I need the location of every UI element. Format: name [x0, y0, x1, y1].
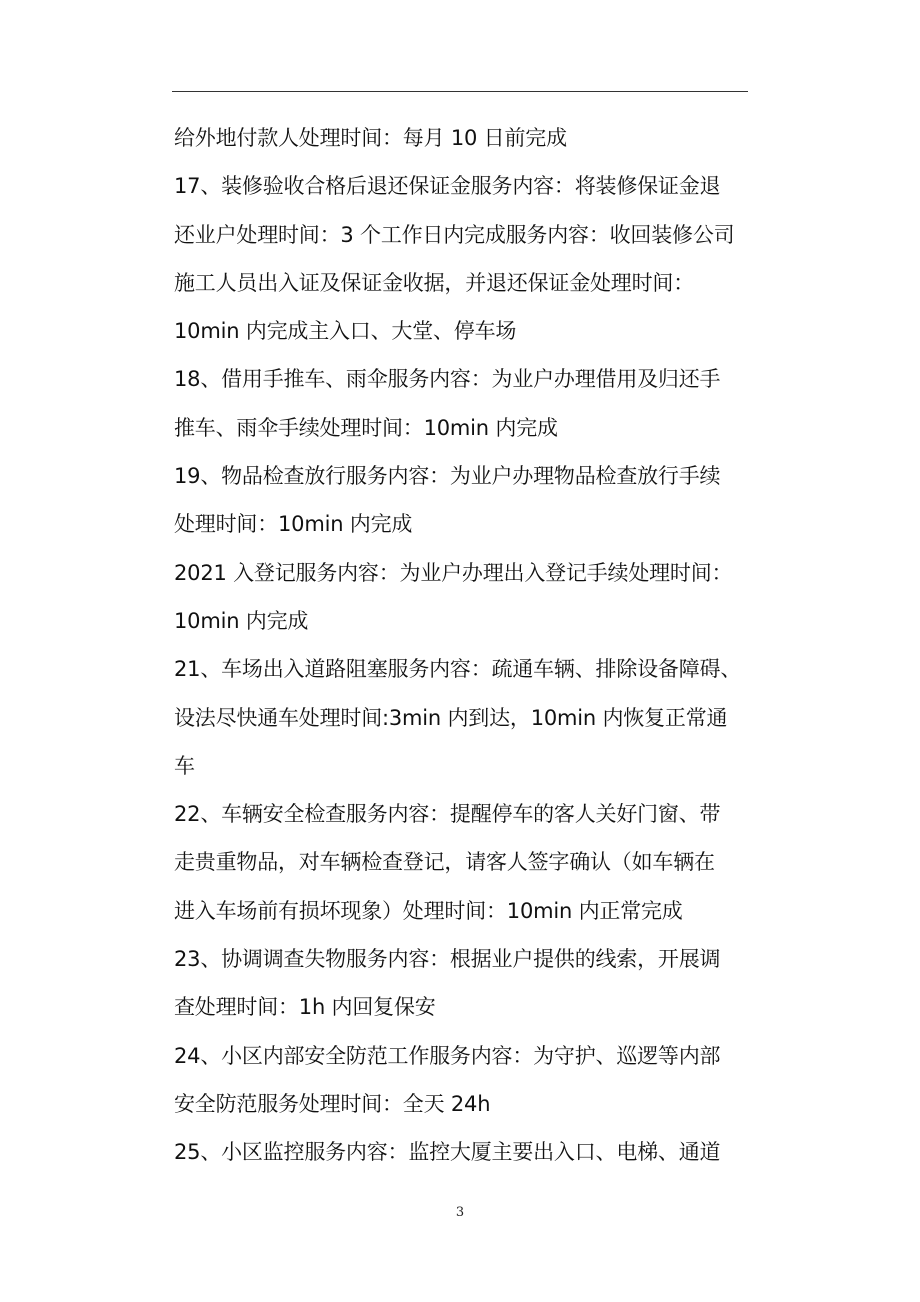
text-line: 查处理时间：1h 内回复保安 — [174, 995, 436, 1020]
text-line: 2021 入登记服务内容：为业户办理出入登记手续处理时间： — [174, 560, 733, 585]
text-line: 21、车场出入道路阻塞服务内容：疏通车辆、排除设备障碍、 — [174, 657, 742, 682]
text-line: 进入车场前有损坏现象）处理时间：10min 内正常完成 — [174, 898, 683, 923]
text-line: 22、车辆安全检查服务内容：提醒停车的客人关好门窗、带 — [174, 802, 721, 827]
header-rule — [172, 91, 748, 92]
text-line: 25、小区监控服务内容：监控大厦主要出入口、电梯、通道 — [174, 1140, 721, 1165]
text-line: 24、小区内部安全防范工作服务内容：为守护、巡逻等内部 — [174, 1043, 721, 1068]
text-line: 还业户处理时间：3 个工作日内完成服务内容：收回装修公司 — [174, 222, 735, 247]
text-line: 设法尽快通车处理时间:3min 内到达，10min 内恢复正常通 — [174, 705, 728, 730]
text-line: 推车、雨伞手续处理时间：10min 内完成 — [174, 415, 558, 440]
text-line: 10min 内完成主入口、大堂、停车场 — [174, 319, 517, 344]
text-line: 给外地付款人处理时间：每月 10 日前完成 — [174, 126, 567, 150]
text-line: 车 — [174, 753, 195, 778]
document-body — [174, 114, 754, 1177]
text-line: 10min 内完成 — [174, 608, 309, 633]
text-line: 安全防范服务处理时间：全天 24h — [174, 1091, 491, 1116]
text-line: 施工人员出入证及保证金收据，并退还保证金处理时间： — [174, 270, 694, 295]
text-line: 走贵重物品，对车辆检查登记，请客人签字确认（如车辆在 — [174, 850, 715, 875]
text-line: 18、借用手推车、雨伞服务内容：为业户办理借用及归还手 — [174, 367, 721, 392]
text-line: 处理时间：10min 内完成 — [174, 512, 413, 537]
text-line: 19、物品检查放行服务内容：为业户办理物品检查放行手续 — [174, 464, 721, 489]
text-line: 17、装修验收合格后退还保证金服务内容：将装修保证金退 — [174, 174, 721, 199]
text-line: 23、协调调查失物服务内容：根据业户提供的线索，开展调 — [174, 947, 721, 972]
page-number: 3 — [455, 1205, 465, 1220]
